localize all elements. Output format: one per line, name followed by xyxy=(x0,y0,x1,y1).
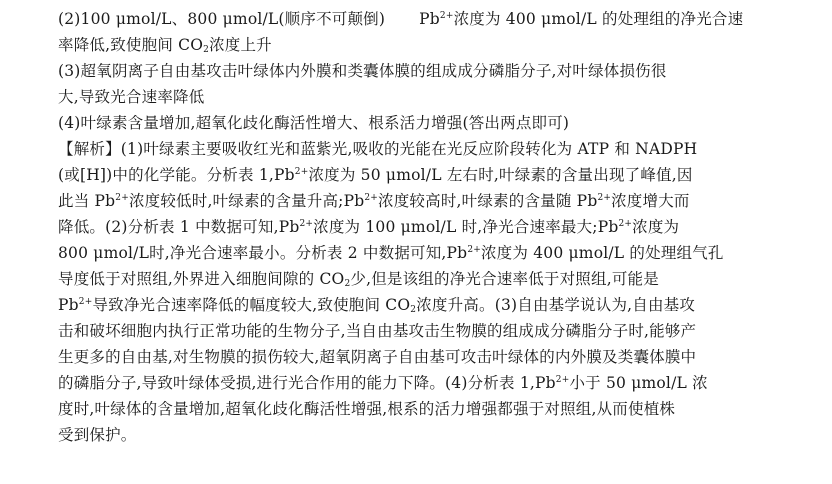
subscript: 2 xyxy=(410,305,417,315)
answer-line-2a xyxy=(58,9,743,29)
ion-charge: 2+ xyxy=(115,193,129,203)
analysis-text: 浓度较低时,叶绿素的含量升高;Pb xyxy=(128,192,365,210)
answer-2b-subscript: 2 xyxy=(203,45,210,55)
answer-2b-text-end: 浓度上升 xyxy=(209,36,272,54)
ion-charge: 2+ xyxy=(467,245,481,255)
subscript: 2 xyxy=(344,279,351,289)
answer-line-3a: (3)超氧阴离子自由基攻击叶绿体内外膜和类囊体膜的组成成分磷脂分子,对叶绿体损伤很 xyxy=(58,62,667,80)
analysis-line-6 xyxy=(58,269,659,289)
analysis-text: 小于 50 μmol/L 浓 xyxy=(569,374,708,392)
ion-charge: 2+ xyxy=(294,167,309,177)
analysis-text: 导致净光合速率降低的幅度较大,致使胞间 CO xyxy=(92,296,411,314)
analysis-text: 浓度为 50 μmol/L 左右时,叶绿素的含量出现了峰值,因 xyxy=(308,166,693,184)
analysis-text: 浓度较高时,叶绿素的含量随 Pb xyxy=(378,192,598,210)
ion-charge: 2+ xyxy=(364,193,379,203)
analysis-line-12: 受到保护。 xyxy=(58,426,137,444)
analysis-line-8: 击和破坏细胞内执行正常功能的生物分子,当自由基攻击生物膜的组成成分磷脂分子时,能够产 xyxy=(58,322,697,340)
analysis-text: (或[H])中的化学能。分析表 1,Pb xyxy=(58,166,295,184)
answer-line-3b: 大,导致光合速率降低 xyxy=(58,88,205,106)
analysis-line-9: 生更多的自由基,对生物膜的损伤较大,超氧阴离子自由基可攻击叶绿体的内外膜及类囊体膜中 xyxy=(58,348,697,366)
answer-2-ion: Pb xyxy=(419,10,440,28)
analysis-line-2 xyxy=(58,165,693,185)
analysis-text: 浓度为 xyxy=(632,218,680,236)
analysis-text: 浓度升高。(3)自由基学说认为,自由基攻 xyxy=(416,296,696,314)
answer-line-4: (4)叶绿素含量增加,超氧化歧化酶活性增大、根系活力增强(答出两点即可) xyxy=(58,114,570,132)
analysis-text: 浓度为 400 μmol/L 的处理组气孔 xyxy=(480,244,724,262)
analysis-text: 此当 Pb xyxy=(58,192,116,210)
analysis-text: 降低。(2)分析表 1 中数据可知,Pb xyxy=(58,218,300,236)
analysis-line-5 xyxy=(58,243,724,263)
answer-2-text-cont: 浓度为 400 μmol/L 的处理组的净光合速 xyxy=(453,10,744,28)
analysis-line-10 xyxy=(58,373,708,393)
ion-charge: 2+ xyxy=(299,219,314,229)
answer-2b-text: 率降低,致使胞间 CO xyxy=(58,36,204,54)
analysis-text: 800 μmol/L时,净光合速率最小。分析表 2 中数据可知,Pb xyxy=(58,244,468,262)
ion-charge: 2+ xyxy=(555,375,570,385)
analysis-line-7 xyxy=(58,295,695,315)
analysis-text: Pb xyxy=(58,296,79,314)
ion-charge: 2+ xyxy=(78,297,93,307)
ion-charge: 2+ xyxy=(597,193,612,203)
analysis-text: 浓度增大而 xyxy=(611,192,690,210)
analysis-text: 导度低于对照组,外界进入细胞间隙的 CO xyxy=(58,270,345,288)
answer-2-ion-charge: 2+ xyxy=(439,11,454,21)
analysis-line-11: 度时,叶绿体的含量增加,超氧化歧化酶活性增强,根系的活力增强都强于对照组,从而使植株 xyxy=(58,400,676,418)
answer-line-2b xyxy=(58,35,272,55)
ion-charge: 2+ xyxy=(618,219,633,229)
analysis-text: 浓度为 100 μmol/L 时,净光合速率最大;Pb xyxy=(313,218,619,236)
answer-2-text: (2)100 μmol/L、800 μmol/L(顺序不可颠倒) xyxy=(58,10,386,28)
analysis-text: 的磷脂分子,导致叶绿体受损,进行光合作用的能力下降。(4)分析表 1,Pb xyxy=(58,374,556,392)
analysis-line-1: 【解析】(1)叶绿素主要吸收红光和蓝紫光,吸收的光能在光反应阶段转化为 ATP 和 NADPH xyxy=(58,140,698,158)
analysis-line-3 xyxy=(58,191,690,211)
analysis-line-4 xyxy=(58,217,679,237)
analysis-text: 少,但是该组的净光合速率低于对照组,可能是 xyxy=(350,270,659,288)
